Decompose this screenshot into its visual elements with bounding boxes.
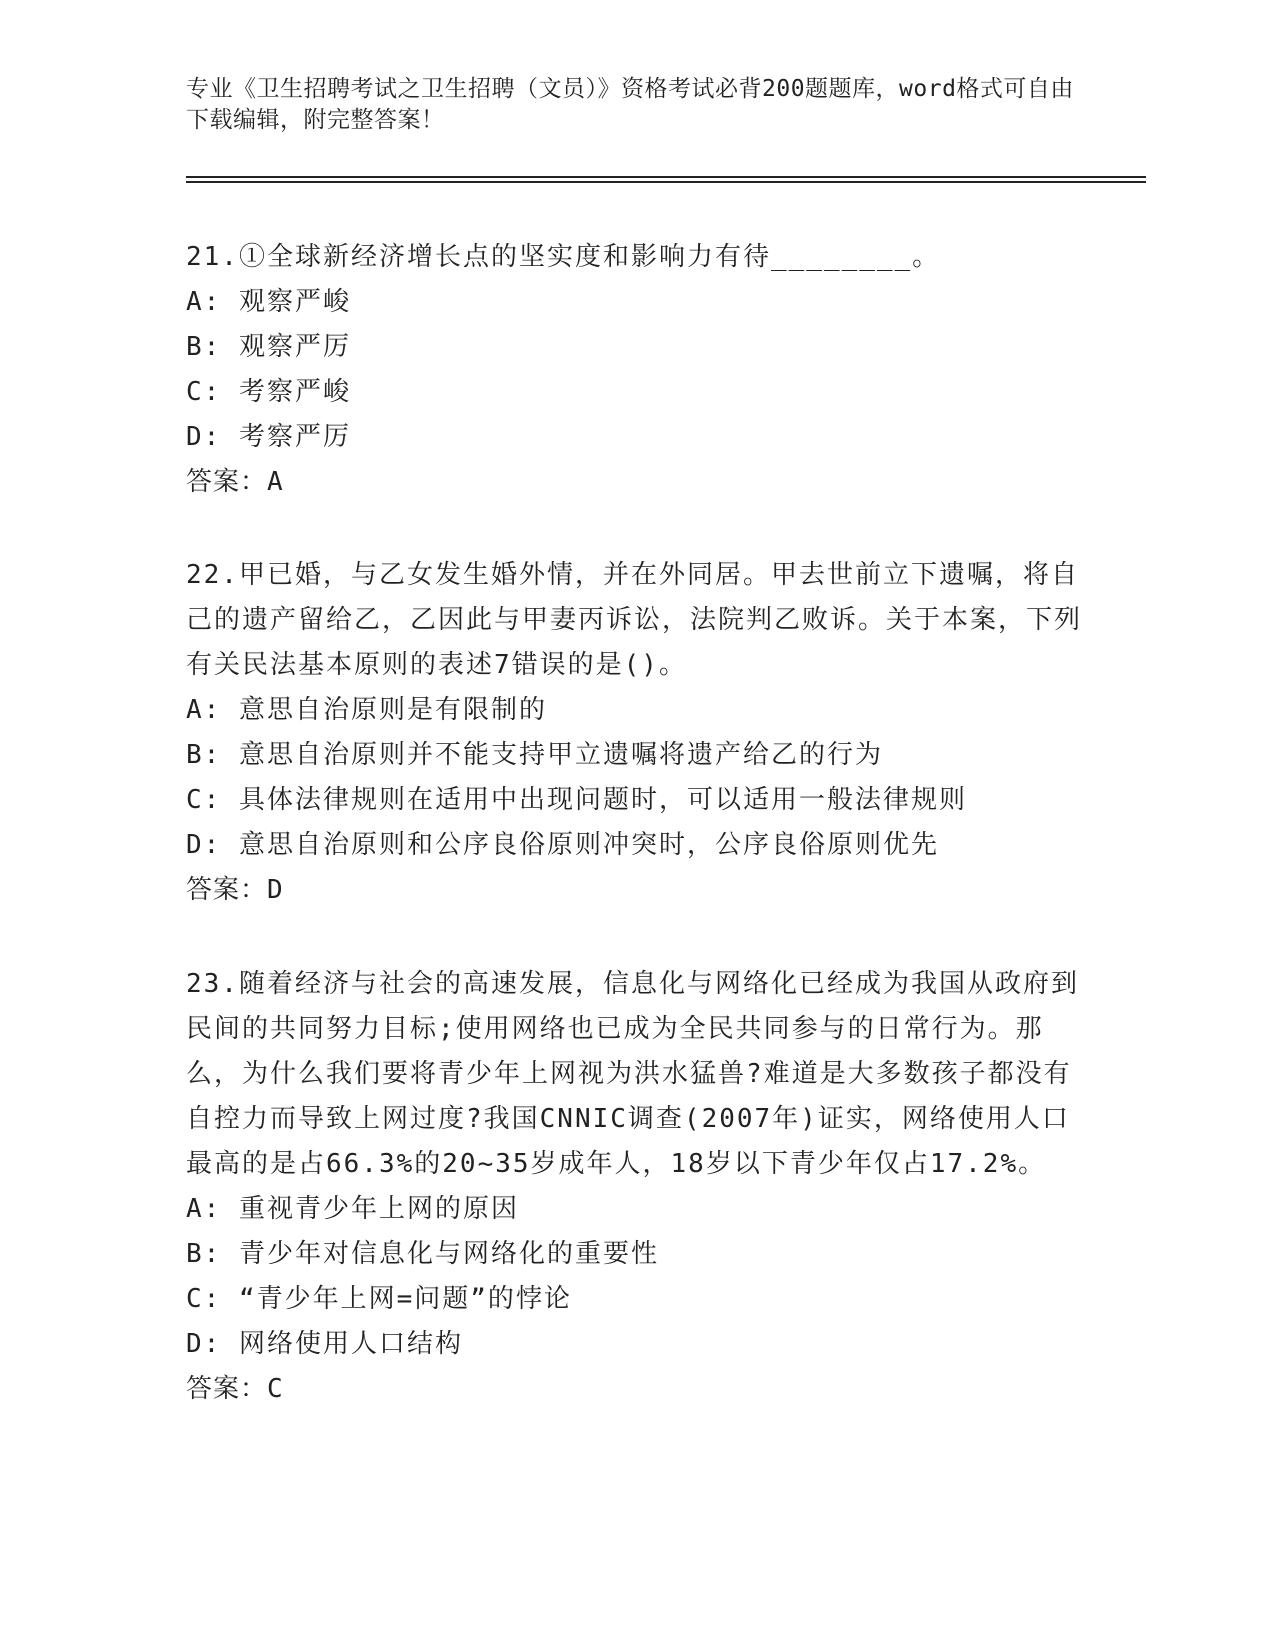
question-stem: 21.①全球新经济增长点的坚实度和影响力有待________。 [186,242,941,272]
option-b: B: 观察严厉 [186,332,351,362]
option-d: D: 网络使用人口结构 [186,1329,463,1359]
answer-label: 答案： [186,467,268,497]
question-21 [186,235,1086,505]
question-23 [186,962,1086,1412]
question-stem: 23.随着经济与社会的高速发展，信息化与网络化已经成为我国从政府到民间的共同努力目标;使用网络也已成为全民共同参与的日常行为。那么，为什么我们要将青少年上网视为洪水猛兽?难道是大多数孩子都没有自控力而导致上网过度?我国CNNIC调查(2007年)证实，网络使用人口最高的是占66.3%的20~35岁成年人，18岁以下青少年仅占17.2%。 [186,969,1079,1179]
header-divider-bottom [186,181,1146,183]
answer-value: C [267,1374,284,1404]
answer-value: A [267,467,284,497]
option-d: D: 意思自治原则和公序良俗原则冲突时，公序良俗原则优先 [186,830,939,860]
answer-value: D [267,875,284,905]
option-b: B: 意思自治原则并不能支持甲立遗嘱将遗产给乙的行为 [186,740,883,770]
question-stem: 22.甲已婚，与乙女发生婚外情，并在外同居。甲去世前立下遗嘱，将自己的遗产留给乙，乙因此与甲妻丙诉讼，法院判乙败诉。关于本案，下列有关民法基本原则的表述7错误的是()。 [186,560,1083,680]
option-c: C: 考察严峻 [186,377,351,407]
answer-line [186,460,1086,505]
option-a: A: 意思自治原则是有限制的 [186,695,547,725]
option-b: B: 青少年对信息化与网络化的重要性 [186,1239,659,1269]
option-a: A: 重视青少年上网的原因 [186,1194,519,1224]
answer-label: 答案： [186,1374,268,1404]
option-d: D: 考察严厉 [186,422,351,452]
document-intro: 专业《卫生招聘考试之卫生招聘（文员）》资格考试必背200题题库，word格式可自由下载编辑，附完整答案！ [186,76,1074,133]
answer-line [186,868,1086,913]
header-divider-top [186,176,1146,178]
option-a: A: 观察严峻 [186,287,351,317]
answer-label: 答案： [186,875,268,905]
question-22 [186,553,1086,913]
answer-line [186,1367,1086,1412]
option-c: C: 具体法律规则在适用中出现问题时，可以适用一般法律规则 [186,785,967,815]
option-c: C: “青少年上网=问题”的悖论 [186,1284,572,1314]
